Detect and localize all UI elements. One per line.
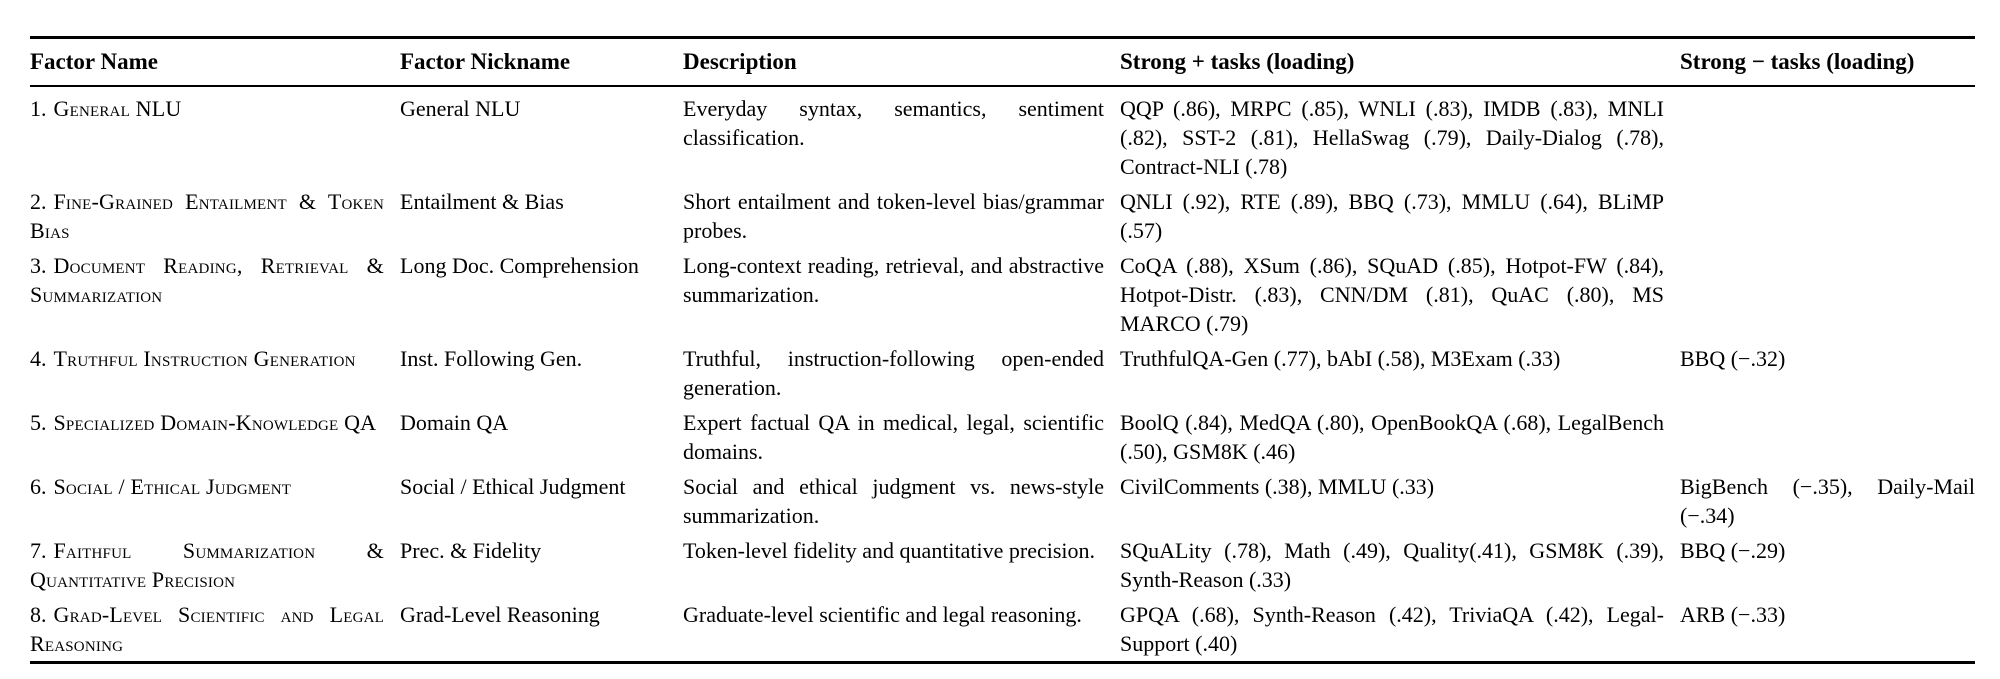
factor-name: Faithful Summarization & Quantitative Precision bbox=[30, 538, 384, 592]
table-row-3 bbox=[30, 248, 1975, 341]
table-row-8 bbox=[30, 597, 1975, 663]
table-body bbox=[30, 86, 1975, 663]
factor-number: 2. bbox=[30, 189, 47, 214]
strong-positive-cell: BoolQ (.84), MedQA (.80), OpenBookQA (.68), LegalBench (.50), GSM8K (.46) bbox=[1120, 410, 1664, 464]
description-cell: Expert factual QA in medical, legal, scientific domains. bbox=[683, 410, 1104, 464]
factor-number: 6. bbox=[30, 474, 47, 499]
factor-number: 4. bbox=[30, 346, 47, 371]
description-cell: Everyday syntax, semantics, sentiment classification. bbox=[683, 96, 1104, 150]
factor-name-cell bbox=[30, 533, 400, 597]
description-cell: Truthful, instruction-following open-ended generation. bbox=[683, 346, 1104, 400]
strong-negative-cell: ARB (−.33) bbox=[1680, 602, 1786, 627]
strong-positive-cell: CivilComments (.38), MMLU (.33) bbox=[1120, 474, 1435, 499]
description-cell: Long-context reading, retrieval, and abstractive summarization. bbox=[683, 253, 1104, 307]
table-row-4 bbox=[30, 341, 1975, 405]
strong-positive-cell: CoQA (.88), XSum (.86), SQuAD (.85), Hotpot-FW (.84), Hotpot-Distr. (.83), CNN/DM (.81), QuAC (.80), MS MARCO (.79) bbox=[1120, 253, 1664, 336]
factor-name: Social / Ethical Judgment bbox=[53, 474, 292, 499]
strong-negative-cell: BBQ (−.32) bbox=[1680, 346, 1786, 371]
factor-name-cell bbox=[30, 597, 400, 663]
table-row-7 bbox=[30, 533, 1975, 597]
factor-name: General NLU bbox=[53, 96, 182, 121]
description-cell: Token-level fidelity and quantitative precision. bbox=[683, 538, 1096, 563]
factor-nickname-cell: Prec. & Fidelity bbox=[400, 538, 542, 563]
table-row-2 bbox=[30, 184, 1975, 248]
header-row bbox=[30, 38, 1975, 87]
factor-nickname-cell: General NLU bbox=[400, 96, 521, 121]
strong-positive-cell: SQuALity (.78), Math (.49), Quality(.41), GSM8K (.39), Synth-Reason (.33) bbox=[1120, 538, 1664, 592]
table-row-6 bbox=[30, 469, 1975, 533]
col-header-strong-positive: Strong + tasks (loading) bbox=[1120, 38, 1680, 87]
factor-name-cell bbox=[30, 469, 400, 533]
col-header-factor-name: Factor Name bbox=[30, 38, 400, 87]
factor-nickname-cell: Inst. Following Gen. bbox=[400, 346, 583, 371]
factor-number: 7. bbox=[30, 538, 47, 563]
table-row-5 bbox=[30, 405, 1975, 469]
factor-name-cell bbox=[30, 86, 400, 184]
factor-name: Fine-Grained Entailment & Token Bias bbox=[30, 189, 384, 243]
factor-nickname-cell: Grad-Level Reasoning bbox=[400, 602, 600, 627]
table-row-1 bbox=[30, 86, 1975, 184]
strong-positive-cell: GPQA (.68), Synth-Reason (.42), TriviaQA (.42), Legal-Support (.40) bbox=[1120, 602, 1664, 656]
factor-nickname-cell: Entailment & Bias bbox=[400, 189, 564, 214]
factor-name: Grad-Level Scientific and Legal Reasoning bbox=[30, 602, 384, 656]
strong-negative-cell bbox=[1680, 86, 1975, 184]
strong-negative-cell: BigBench (−.35), Daily-Mail (−.34) bbox=[1680, 474, 1975, 528]
factor-name: Document Reading, Retrieval & Summarization bbox=[30, 253, 384, 307]
col-header-factor-nickname: Factor Nickname bbox=[400, 38, 683, 87]
factor-nickname-cell: Domain QA bbox=[400, 410, 509, 435]
table-header bbox=[30, 38, 1975, 87]
strong-positive-cell: QQP (.86), MRPC (.85), WNLI (.83), IMDB (.83), MNLI (.82), SST-2 (.81), HellaSwag (.79), Daily-Dialog (.78), Contract-NLI (.78) bbox=[1120, 96, 1664, 179]
factor-name-cell bbox=[30, 341, 400, 405]
factor-nickname-cell: Long Doc. Comprehension bbox=[400, 253, 639, 278]
factor-table bbox=[30, 36, 1975, 664]
strong-negative-cell bbox=[1680, 184, 1975, 248]
factor-name-cell bbox=[30, 184, 400, 248]
factor-number: 3. bbox=[30, 253, 47, 278]
strong-negative-cell bbox=[1680, 405, 1975, 469]
factor-number: 1. bbox=[30, 96, 47, 121]
factor-number: 8. bbox=[30, 602, 47, 627]
strong-positive-cell: TruthfulQA-Gen (.77), bAbI (.58), M3Exam (.33) bbox=[1120, 346, 1561, 371]
description-cell: Graduate-level scientific and legal reasoning. bbox=[683, 602, 1082, 627]
col-header-strong-negative: Strong − tasks (loading) bbox=[1680, 38, 1975, 87]
factor-name: Specialized Domain-Knowledge QA bbox=[53, 410, 377, 435]
strong-negative-cell bbox=[1680, 248, 1975, 341]
description-cell: Short entailment and token-level bias/grammar probes. bbox=[683, 189, 1104, 243]
strong-negative-cell: BBQ (−.29) bbox=[1680, 538, 1786, 563]
factor-name-cell bbox=[30, 405, 400, 469]
strong-positive-cell: QNLI (.92), RTE (.89), BBQ (.73), MMLU (.64), BLiMP (.57) bbox=[1120, 189, 1664, 243]
col-header-description: Description bbox=[683, 38, 1120, 87]
factor-name: Truthful Instruction Generation bbox=[53, 346, 356, 371]
factor-nickname-cell: Social / Ethical Judgment bbox=[400, 474, 626, 499]
description-cell: Social and ethical judgment vs. news-style summarization. bbox=[683, 474, 1104, 528]
factor-name-cell bbox=[30, 248, 400, 341]
factor-number: 5. bbox=[30, 410, 47, 435]
